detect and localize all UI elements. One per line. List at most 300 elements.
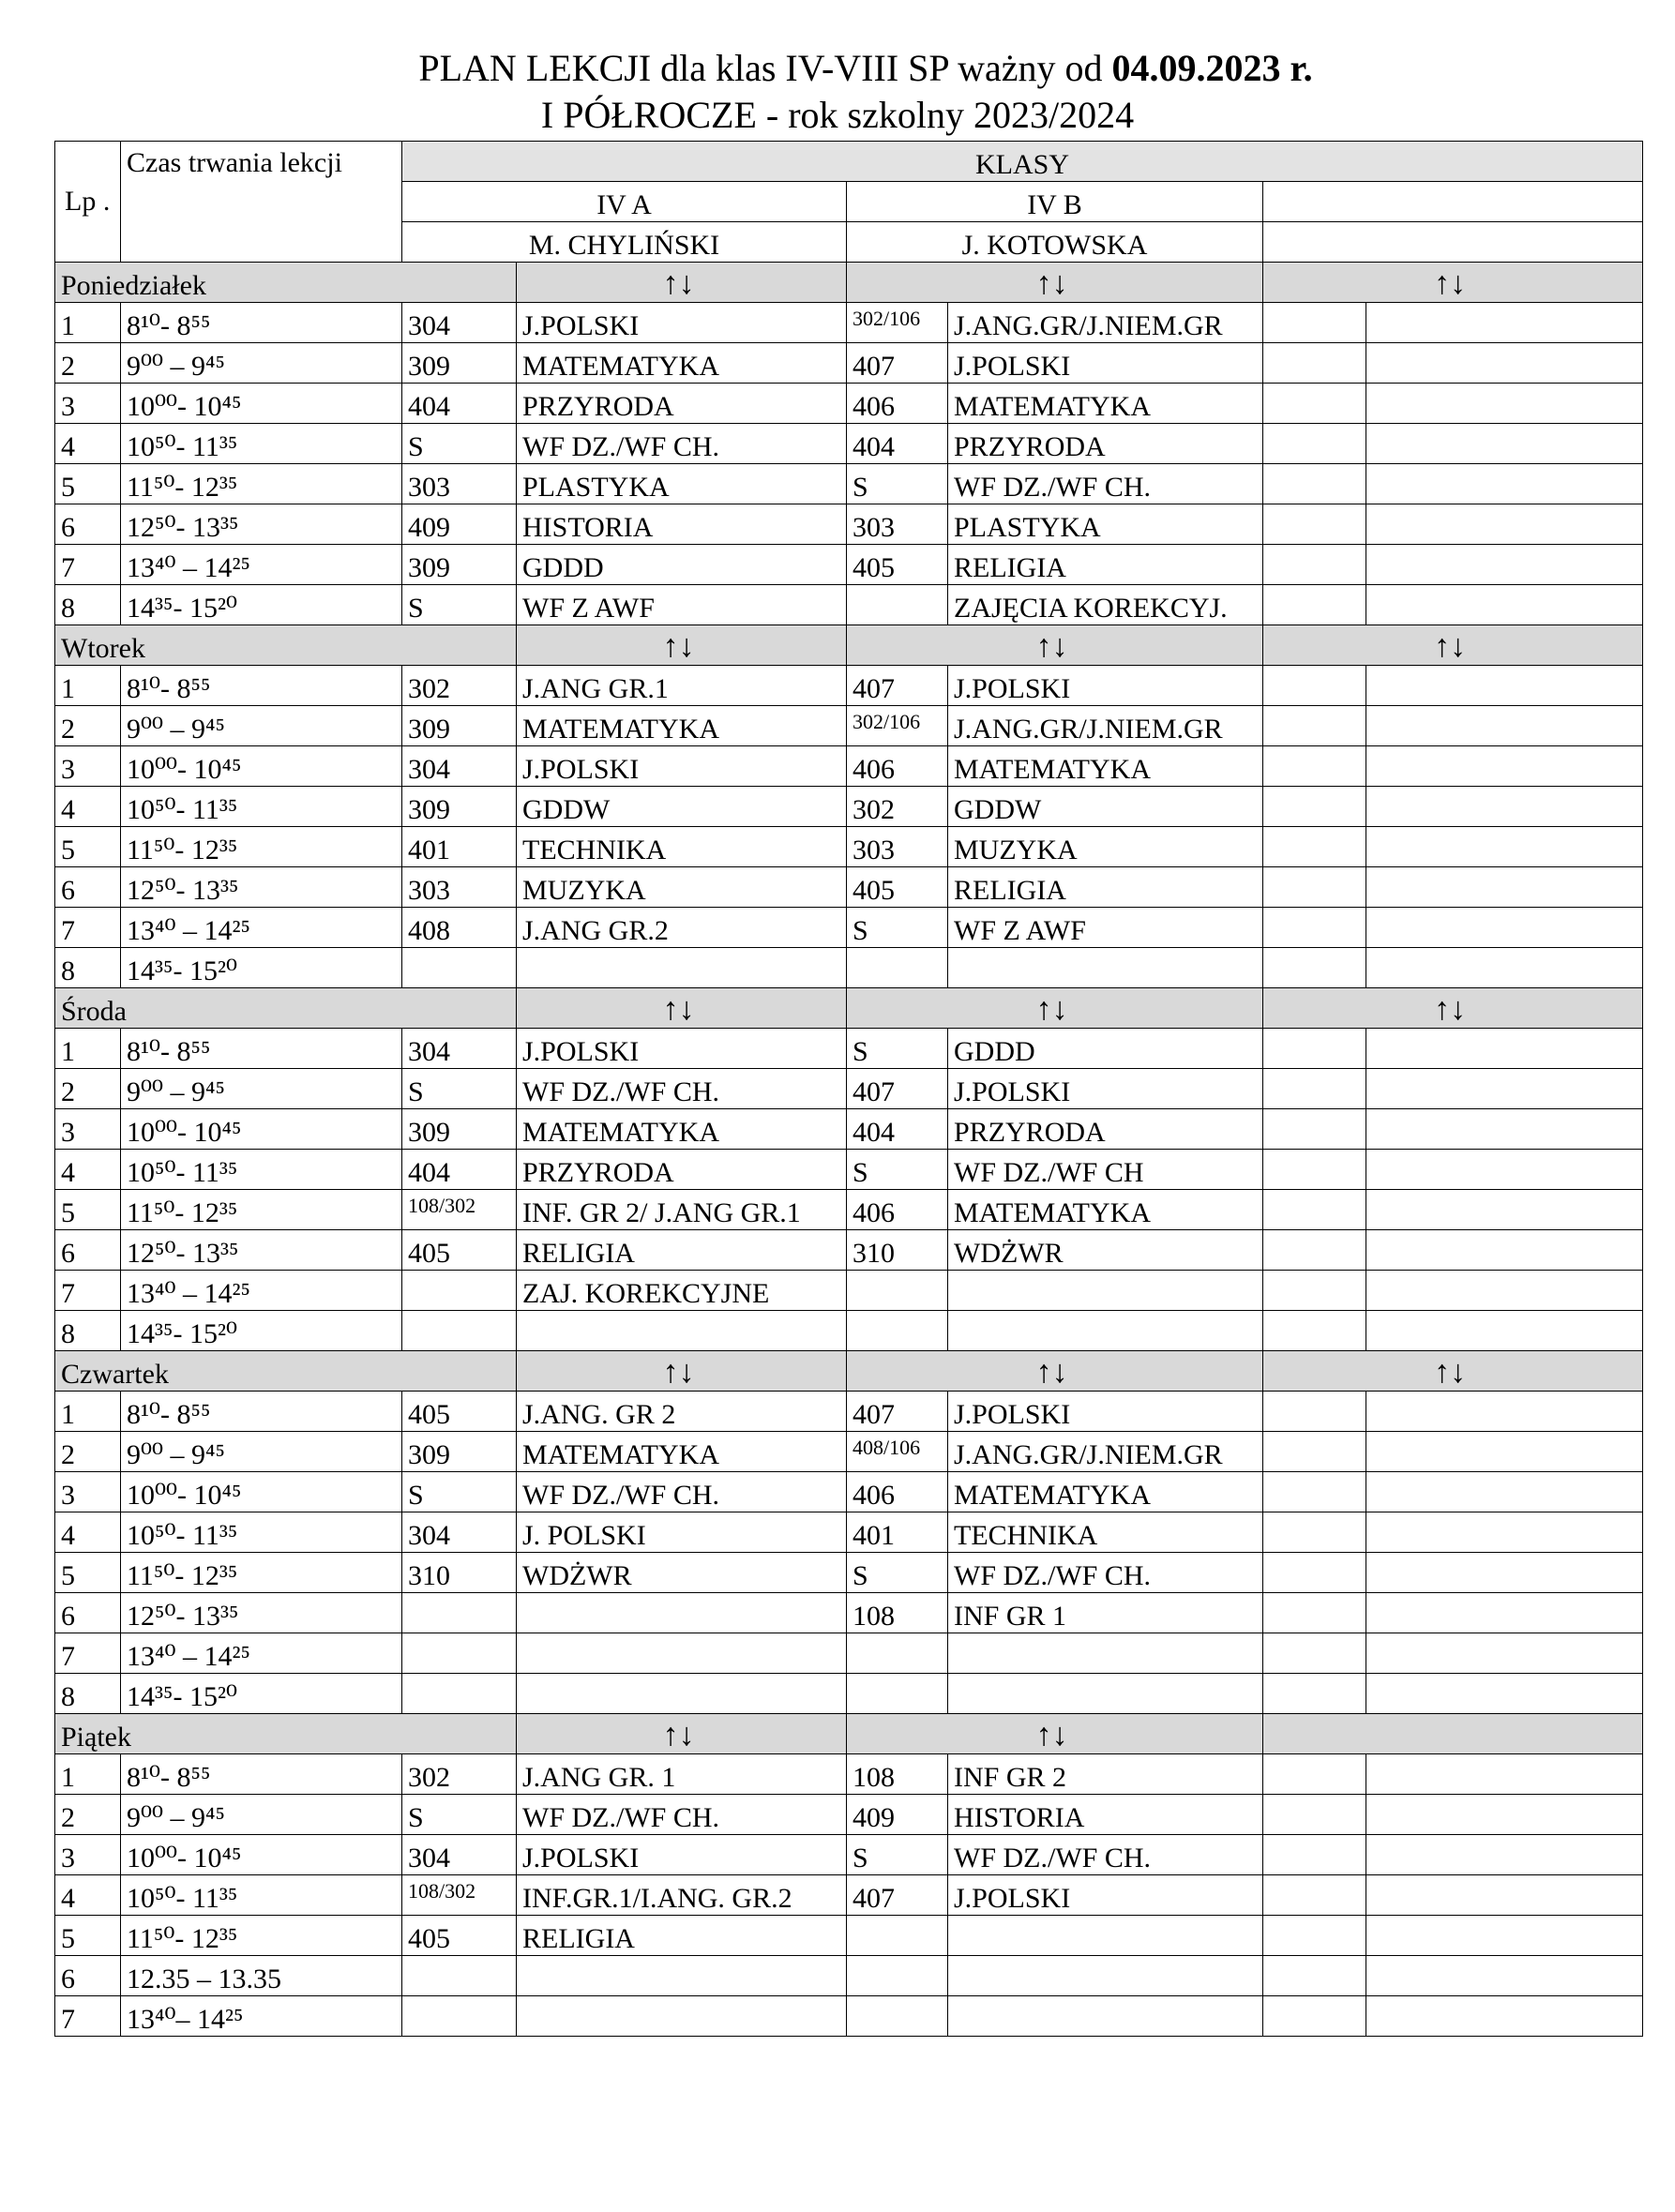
subject-empty [1366, 908, 1643, 948]
room-iv-b [847, 1996, 948, 2037]
subject-iv-a: J.POLSKI [517, 1029, 847, 1069]
subject-empty [1366, 1553, 1643, 1593]
room-empty [1263, 1432, 1366, 1472]
subject-iv-b [948, 1916, 1263, 1956]
subject-iv-b [948, 1633, 1263, 1674]
lesson-number: 6 [55, 504, 121, 545]
room-iv-b: S [847, 1835, 948, 1875]
lesson-number: 7 [55, 545, 121, 585]
lesson-time: 10⁵⁰- 11³⁵ [121, 424, 402, 464]
room-empty [1263, 746, 1366, 787]
sort-arrows-icon: ↑↓ [517, 1351, 847, 1392]
room-empty [1263, 424, 1366, 464]
room-iv-a: 304 [402, 1029, 517, 1069]
table-row [55, 1996, 1643, 2037]
lesson-number: 1 [55, 666, 121, 706]
table-row [55, 827, 1643, 867]
table-row [55, 948, 1643, 988]
room-iv-a [402, 1271, 517, 1311]
room-iv-a [402, 1311, 517, 1351]
room-iv-b: 401 [847, 1512, 948, 1553]
room-iv-b: 407 [847, 1069, 948, 1109]
room-iv-b: S [847, 464, 948, 504]
sort-arrows-icon: ↑↓ [847, 1351, 1263, 1392]
class-iv-b: IV B [847, 182, 1263, 222]
subject-iv-a: J.ANG GR.2 [517, 908, 847, 948]
title-prefix: PLAN LEKCJI dla klas IV-VIII SP ważny od [418, 47, 1112, 89]
day-name: Wtorek [55, 625, 517, 666]
room-iv-a: 405 [402, 1916, 517, 1956]
lesson-time: 9⁰⁰ – 9⁴⁵ [121, 706, 402, 746]
title-date: 04.09.2023 r. [1111, 47, 1313, 89]
room-iv-b: 108 [847, 1754, 948, 1795]
table-row [55, 787, 1643, 827]
room-empty [1263, 1472, 1366, 1512]
room-iv-a [402, 948, 517, 988]
subject-empty [1366, 1674, 1643, 1714]
subject-iv-b: GDDD [948, 1029, 1263, 1069]
lesson-time: 10⁰⁰- 10⁴⁵ [121, 384, 402, 424]
room-iv-b: 407 [847, 666, 948, 706]
sort-arrows-icon: ↑↓ [517, 988, 847, 1029]
subject-iv-a: WF Z AWF [517, 585, 847, 625]
table-row [55, 1271, 1643, 1311]
lesson-number: 2 [55, 1432, 121, 1472]
subject-iv-b [948, 1996, 1263, 2037]
lesson-number: 4 [55, 787, 121, 827]
subject-iv-b: INF GR 2 [948, 1754, 1263, 1795]
lesson-time: 11⁵⁰- 12³⁵ [121, 1190, 402, 1230]
table-row [55, 1674, 1643, 1714]
subject-iv-a: RELIGIA [517, 1230, 847, 1271]
subject-empty [1366, 1795, 1643, 1835]
room-iv-a: 108/302 [402, 1875, 517, 1916]
subject-iv-a [517, 1956, 847, 1996]
subject-iv-b: WF DZ./WF CH [948, 1150, 1263, 1190]
lesson-time: 9⁰⁰ – 9⁴⁵ [121, 1432, 402, 1472]
lesson-number: 1 [55, 1754, 121, 1795]
lesson-time: 8¹⁰- 8⁵⁵ [121, 1754, 402, 1795]
room-iv-a: 405 [402, 1230, 517, 1271]
sort-arrows-icon [1263, 1714, 1643, 1754]
subject-iv-a: INF. GR 2/ J.ANG GR.1 [517, 1190, 847, 1230]
room-iv-b: 408/106 [847, 1432, 948, 1472]
document-title [0, 47, 1675, 90]
table-row [55, 1875, 1643, 1916]
table-row [55, 1230, 1643, 1271]
room-iv-b: 409 [847, 1795, 948, 1835]
room-iv-a: 405 [402, 1392, 517, 1432]
subject-iv-b: WDŻWR [948, 1230, 1263, 1271]
subject-empty [1366, 1996, 1643, 2037]
subject-iv-a: MATEMATYKA [517, 706, 847, 746]
subject-iv-a: RELIGIA [517, 1916, 847, 1956]
lesson-number: 5 [55, 1916, 121, 1956]
day-row [55, 625, 1643, 666]
room-iv-b [847, 1956, 948, 1996]
lesson-number: 3 [55, 1472, 121, 1512]
room-iv-a: 304 [402, 303, 517, 343]
subject-empty [1366, 545, 1643, 585]
room-iv-a: S [402, 1069, 517, 1109]
table-row [55, 1553, 1643, 1593]
subject-iv-a: GDDD [517, 545, 847, 585]
room-iv-b [847, 1633, 948, 1674]
room-iv-a [402, 1996, 517, 2037]
subject-iv-a: J.POLSKI [517, 303, 847, 343]
room-iv-b: 406 [847, 384, 948, 424]
subject-iv-a: J.ANG. GR 2 [517, 1392, 847, 1432]
table-row [55, 1593, 1643, 1633]
room-empty [1263, 1150, 1366, 1190]
room-iv-a: 404 [402, 384, 517, 424]
subject-empty [1366, 1392, 1643, 1432]
subject-iv-a [517, 1593, 847, 1633]
room-empty [1263, 1392, 1366, 1432]
subject-iv-b: WF DZ./WF CH. [948, 1835, 1263, 1875]
lesson-time: 13⁴⁰ – 14²⁵ [121, 1271, 402, 1311]
lesson-number: 4 [55, 1512, 121, 1553]
lesson-number: 5 [55, 827, 121, 867]
subject-iv-b [948, 1674, 1263, 1714]
lesson-number: 8 [55, 1674, 121, 1714]
lesson-time: 10⁰⁰- 10⁴⁵ [121, 1835, 402, 1875]
room-iv-b: S [847, 1553, 948, 1593]
lesson-time: 11⁵⁰- 12³⁵ [121, 827, 402, 867]
room-iv-a: 304 [402, 1512, 517, 1553]
room-empty [1263, 1754, 1366, 1795]
sort-arrows-icon: ↑↓ [1263, 988, 1643, 1029]
room-iv-b [847, 1916, 948, 1956]
room-empty [1263, 1190, 1366, 1230]
room-iv-b [847, 948, 948, 988]
subject-iv-a: PRZYRODA [517, 1150, 847, 1190]
room-empty [1263, 1311, 1366, 1351]
room-iv-a: S [402, 424, 517, 464]
room-iv-a: 309 [402, 343, 517, 384]
room-iv-a: 302 [402, 666, 517, 706]
subject-iv-a: MATEMATYKA [517, 343, 847, 384]
room-iv-a: 309 [402, 787, 517, 827]
subject-iv-b: HISTORIA [948, 1795, 1263, 1835]
subject-empty [1366, 1271, 1643, 1311]
table-row [55, 746, 1643, 787]
room-iv-b: 405 [847, 867, 948, 908]
room-iv-a [402, 1956, 517, 1996]
table-row [55, 545, 1643, 585]
lesson-number: 5 [55, 1190, 121, 1230]
room-iv-a [402, 1633, 517, 1674]
subject-iv-b: GDDW [948, 787, 1263, 827]
subject-iv-b: J.POLSKI [948, 666, 1263, 706]
room-iv-a: 309 [402, 545, 517, 585]
room-iv-a: 303 [402, 464, 517, 504]
room-empty [1263, 464, 1366, 504]
subject-empty [1366, 666, 1643, 706]
room-empty [1263, 948, 1366, 988]
room-empty [1263, 1875, 1366, 1916]
lesson-time: 11⁵⁰- 12³⁵ [121, 1553, 402, 1593]
room-empty [1263, 666, 1366, 706]
lesson-number: 2 [55, 343, 121, 384]
room-iv-b: S [847, 1029, 948, 1069]
room-empty [1263, 1512, 1366, 1553]
subject-iv-b: MUZYKA [948, 827, 1263, 867]
subject-iv-b: MATEMATYKA [948, 746, 1263, 787]
room-iv-a: S [402, 1795, 517, 1835]
lesson-time: 8¹⁰- 8⁵⁵ [121, 1392, 402, 1432]
lesson-number: 7 [55, 1271, 121, 1311]
teacher-iv-a: M. CHYLIŃSKI [402, 222, 847, 263]
room-empty [1263, 1916, 1366, 1956]
sort-arrows-icon: ↑↓ [1263, 1351, 1643, 1392]
room-iv-b [847, 1271, 948, 1311]
subject-iv-b: J.ANG.GR/J.NIEM.GR [948, 1432, 1263, 1472]
lesson-number: 6 [55, 1956, 121, 1996]
room-empty [1263, 908, 1366, 948]
room-iv-b: 303 [847, 504, 948, 545]
lesson-time: 10⁵⁰- 11³⁵ [121, 1512, 402, 1553]
lesson-time: 13⁴⁰ – 14²⁵ [121, 908, 402, 948]
day-row [55, 1351, 1643, 1392]
sort-arrows-icon: ↑↓ [517, 625, 847, 666]
table-row [55, 1392, 1643, 1432]
room-iv-b [847, 585, 948, 625]
subject-empty [1366, 1029, 1643, 1069]
room-empty [1263, 1553, 1366, 1593]
lesson-time: 11⁵⁰- 12³⁵ [121, 464, 402, 504]
subject-empty [1366, 746, 1643, 787]
lesson-number: 4 [55, 1150, 121, 1190]
class-empty [1263, 182, 1643, 222]
subject-iv-a: WF DZ./WF CH. [517, 1472, 847, 1512]
subject-iv-b: MATEMATYKA [948, 1190, 1263, 1230]
lesson-number: 1 [55, 1029, 121, 1069]
subject-iv-b: PRZYRODA [948, 424, 1263, 464]
class-iv-a: IV A [402, 182, 847, 222]
room-empty [1263, 787, 1366, 827]
sort-arrows-icon: ↑↓ [847, 1714, 1263, 1754]
day-name: Środa [55, 988, 517, 1029]
room-iv-a: 302 [402, 1754, 517, 1795]
room-iv-a: 309 [402, 1109, 517, 1150]
subject-empty [1366, 384, 1643, 424]
header-row-1 [55, 142, 1643, 182]
subject-empty [1366, 706, 1643, 746]
room-empty [1263, 706, 1366, 746]
room-empty [1263, 343, 1366, 384]
room-iv-b: 108 [847, 1593, 948, 1633]
room-empty [1263, 867, 1366, 908]
room-empty [1263, 1633, 1366, 1674]
subject-iv-a [517, 948, 847, 988]
lesson-number: 3 [55, 1835, 121, 1875]
lesson-number: 7 [55, 1633, 121, 1674]
lesson-number: 8 [55, 585, 121, 625]
room-iv-b: 302/106 [847, 706, 948, 746]
lesson-time: 9⁰⁰ – 9⁴⁵ [121, 1795, 402, 1835]
table-row [55, 464, 1643, 504]
subject-iv-a: PRZYRODA [517, 384, 847, 424]
subject-empty [1366, 1835, 1643, 1875]
sort-arrows-icon: ↑↓ [847, 625, 1263, 666]
subject-iv-a: GDDW [517, 787, 847, 827]
timetable [54, 141, 1643, 2037]
sort-arrows-icon: ↑↓ [847, 988, 1263, 1029]
room-iv-a: S [402, 1472, 517, 1512]
subject-iv-b: PLASTYKA [948, 504, 1263, 545]
lesson-time: 9⁰⁰ – 9⁴⁵ [121, 1069, 402, 1109]
subject-iv-a: WDŻWR [517, 1553, 847, 1593]
lesson-time: 14³⁵- 15²⁰ [121, 585, 402, 625]
room-empty [1263, 1069, 1366, 1109]
subject-iv-b: PRZYRODA [948, 1109, 1263, 1150]
table-row [55, 1069, 1643, 1109]
subject-empty [1366, 1593, 1643, 1633]
room-iv-b: 404 [847, 424, 948, 464]
table-row [55, 1795, 1643, 1835]
teacher-iv-b: J. KOTOWSKA [847, 222, 1263, 263]
lesson-time: 14³⁵- 15²⁰ [121, 948, 402, 988]
room-empty [1263, 504, 1366, 545]
subject-iv-b: J.POLSKI [948, 1875, 1263, 1916]
subject-empty [1366, 424, 1643, 464]
subject-empty [1366, 1916, 1643, 1956]
subject-iv-b: J.POLSKI [948, 1392, 1263, 1432]
table-row [55, 1835, 1643, 1875]
room-iv-b: 303 [847, 827, 948, 867]
room-iv-b: 302/106 [847, 303, 948, 343]
lesson-number: 5 [55, 1553, 121, 1593]
sort-arrows-icon: ↑↓ [847, 263, 1263, 303]
subject-empty [1366, 1150, 1643, 1190]
document-subtitle: I PÓŁROCZE - rok szkolny 2023/2024 [540, 94, 1135, 136]
table-row [55, 1472, 1643, 1512]
subject-iv-a [517, 1674, 847, 1714]
subject-iv-b: RELIGIA [948, 867, 1263, 908]
table-row [55, 706, 1643, 746]
lesson-number: 3 [55, 1109, 121, 1150]
subject-empty [1366, 1432, 1643, 1472]
table-row [55, 1916, 1643, 1956]
subject-iv-b: WF DZ./WF CH. [948, 1553, 1263, 1593]
lesson-time: 13⁴⁰– 14²⁵ [121, 1996, 402, 2037]
subject-iv-a: WF DZ./WF CH. [517, 1795, 847, 1835]
lesson-number: 3 [55, 384, 121, 424]
table-row [55, 1150, 1643, 1190]
lesson-number: 6 [55, 1230, 121, 1271]
table-row [55, 1029, 1643, 1069]
lesson-time: 11⁵⁰- 12³⁵ [121, 1916, 402, 1956]
subject-iv-a: WF DZ./WF CH. [517, 424, 847, 464]
day-row [55, 1714, 1643, 1754]
subject-iv-a: J.POLSKI [517, 1835, 847, 1875]
subject-empty [1366, 1311, 1643, 1351]
lesson-number: 6 [55, 1593, 121, 1633]
lesson-time: 14³⁵- 15²⁰ [121, 1311, 402, 1351]
room-empty [1263, 1271, 1366, 1311]
subject-iv-b: ZAJĘCIA KOREKCYJ. [948, 585, 1263, 625]
room-empty [1263, 1029, 1366, 1069]
subject-iv-b [948, 948, 1263, 988]
subject-empty [1366, 1956, 1643, 1996]
lesson-number: 7 [55, 908, 121, 948]
subject-iv-b [948, 1311, 1263, 1351]
room-empty [1263, 1230, 1366, 1271]
subject-empty [1366, 867, 1643, 908]
day-name: Czwartek [55, 1351, 517, 1392]
lesson-time: 10⁰⁰- 10⁴⁵ [121, 746, 402, 787]
lesson-time: 12⁵⁰- 13³⁵ [121, 1593, 402, 1633]
lesson-time: 12⁵⁰- 13³⁵ [121, 1230, 402, 1271]
subject-empty [1366, 464, 1643, 504]
subject-iv-b: MATEMATYKA [948, 384, 1263, 424]
lp-header: Lp . [55, 142, 121, 263]
sort-arrows-icon: ↑↓ [517, 263, 847, 303]
subject-empty [1366, 1109, 1643, 1150]
table-row [55, 1190, 1643, 1230]
room-iv-b: 407 [847, 343, 948, 384]
room-iv-b [847, 1311, 948, 1351]
subject-empty [1366, 1472, 1643, 1512]
lesson-time: 14³⁵- 15²⁰ [121, 1674, 402, 1714]
subject-empty [1366, 1875, 1643, 1916]
room-iv-a: 304 [402, 1835, 517, 1875]
sort-arrows-icon: ↑↓ [517, 1714, 847, 1754]
room-iv-b: 406 [847, 1472, 948, 1512]
subject-iv-b: MATEMATYKA [948, 1472, 1263, 1512]
lesson-time: 8¹⁰- 8⁵⁵ [121, 666, 402, 706]
lesson-number: 2 [55, 1069, 121, 1109]
subject-iv-a: ZAJ. KOREKCYJNE [517, 1271, 847, 1311]
subject-iv-b: J.POLSKI [948, 343, 1263, 384]
room-iv-a: 310 [402, 1553, 517, 1593]
room-iv-b: S [847, 908, 948, 948]
classes-header: KLASY [402, 142, 1643, 182]
lesson-time: 12.35 – 13.35 [121, 1956, 402, 1996]
room-empty [1263, 1795, 1366, 1835]
room-iv-a: 309 [402, 1432, 517, 1472]
table-row [55, 504, 1643, 545]
room-iv-a: 303 [402, 867, 517, 908]
lesson-number: 5 [55, 464, 121, 504]
room-iv-b [847, 1674, 948, 1714]
room-iv-b: 407 [847, 1392, 948, 1432]
subject-iv-a [517, 1996, 847, 2037]
lesson-number: 7 [55, 1996, 121, 2037]
table-row [55, 1109, 1643, 1150]
subject-iv-a: J.POLSKI [517, 746, 847, 787]
room-iv-b: 407 [847, 1875, 948, 1916]
room-empty [1263, 1956, 1366, 1996]
lesson-number: 3 [55, 746, 121, 787]
room-empty [1263, 1593, 1366, 1633]
room-iv-a [402, 1593, 517, 1633]
room-empty [1263, 545, 1366, 585]
subject-iv-b: WF DZ./WF CH. [948, 464, 1263, 504]
day-row [55, 263, 1643, 303]
lesson-time: 10⁵⁰- 11³⁵ [121, 1150, 402, 1190]
lesson-time: 10⁰⁰- 10⁴⁵ [121, 1109, 402, 1150]
subject-empty [1366, 1069, 1643, 1109]
lesson-time: 10⁰⁰- 10⁴⁵ [121, 1472, 402, 1512]
lesson-time: 12⁵⁰- 13³⁵ [121, 504, 402, 545]
day-name: Piątek [55, 1714, 517, 1754]
table-row [55, 384, 1643, 424]
table-row [55, 908, 1643, 948]
room-iv-a [402, 1674, 517, 1714]
subject-iv-b: INF GR 1 [948, 1593, 1263, 1633]
